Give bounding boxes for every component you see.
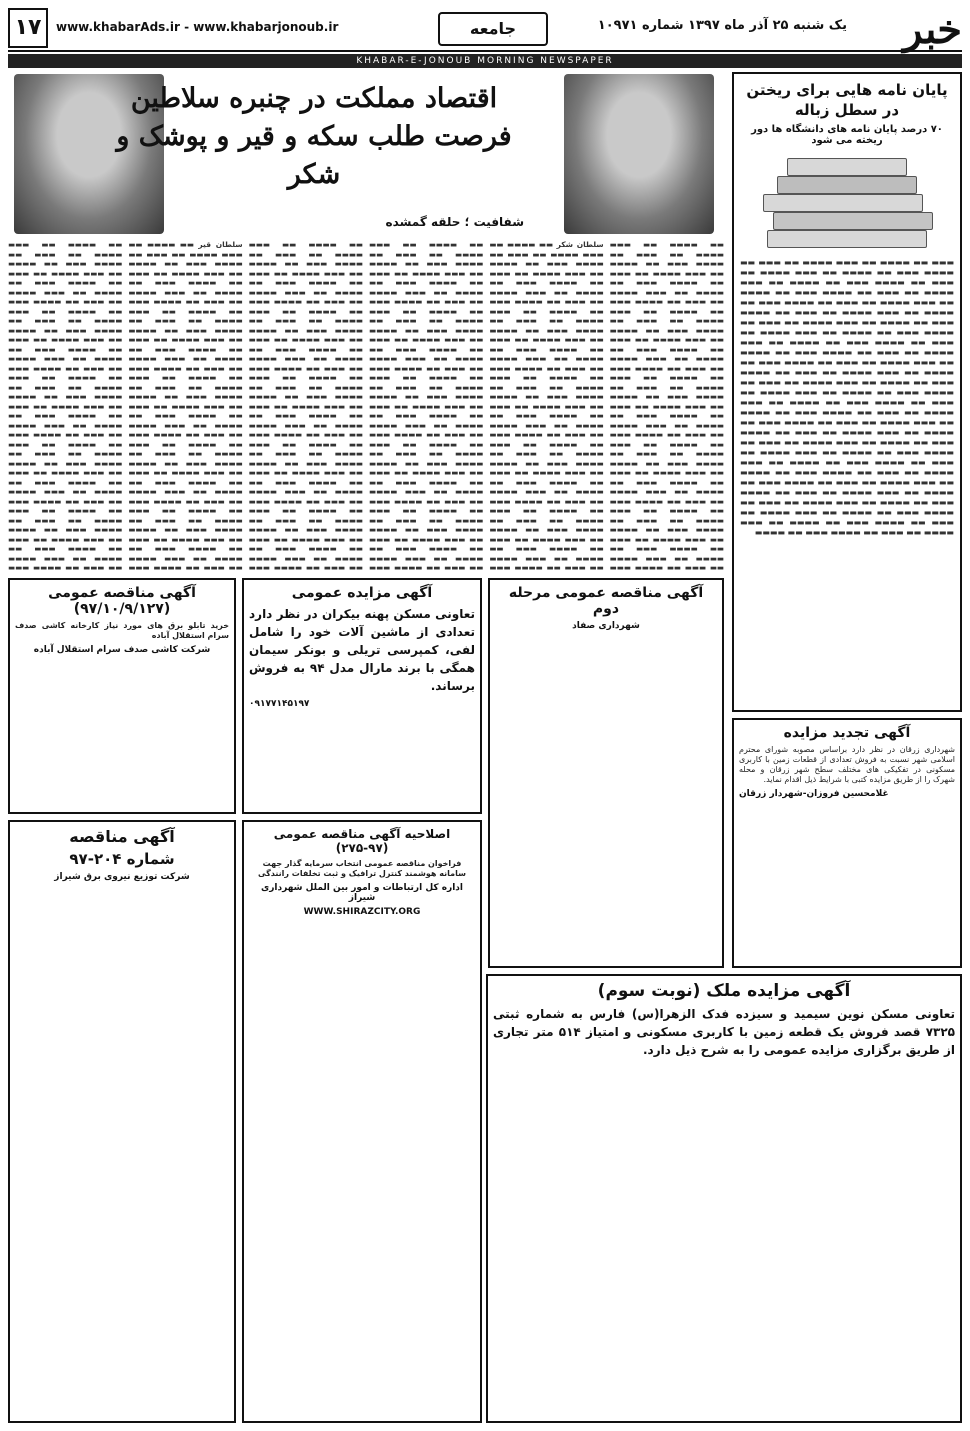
portrait-photo-right (564, 74, 714, 234)
ad-number: شماره ۲۰۴-۹۷ (69, 850, 175, 868)
main-subhead: شفافیت ؛ حلقه گمشده (385, 215, 524, 229)
main-story-body (8, 240, 724, 570)
body-column: سلطان شکر ▬▬ ▬▬▬▬ ▬▬ ▬▬▬ ▬▬▬▬ ▬▬ ▬▬▬ ▬▬ ▬▬▬▬ ▬▬▬ ▬▬ ▬▬▬▬ ▬▬ ▬▬▬ ▬▬▬▬ ▬▬ ▬▬▬ ▬▬ ▬▬▬▬ ▬▬▬ ▬▬ ▬▬▬▬ ▬▬ ▬▬▬ ▬▬▬▬ ▬▬ ▬▬▬ ▬▬ ▬▬▬▬ ▬▬▬ ▬▬ ▬▬▬▬ ▬▬ ▬▬▬ ▬▬▬▬ ▬▬ ▬▬▬ ▬▬ ▬▬▬▬ ▬▬▬ ▬▬ ▬▬▬▬ ▬▬ ▬▬▬ ▬▬▬▬ ▬▬ ▬▬▬ ▬▬ ▬▬▬▬ ▬▬▬ ▬▬ ▬▬▬▬ ▬▬ ▬▬▬ ▬▬▬▬ ▬▬ ▬▬▬ ▬▬ ▬▬▬▬ ▬▬▬ ▬▬ ▬▬▬▬ ▬▬ ▬▬▬ ▬▬▬▬ ▬▬ ▬▬▬ ▬▬ ▬▬▬▬ ▬▬▬ ▬▬ ▬▬▬▬ ▬▬ ▬▬▬ ▬▬▬▬ ▬▬ ▬▬▬ ▬▬ ▬▬▬▬ ▬▬▬ ▬▬ ▬▬▬▬ ▬▬ ▬▬▬ ▬▬▬▬ ▬▬ ▬▬▬ ▬▬ ▬▬▬▬ ▬▬▬ ▬▬ ▬▬▬▬ ▬▬ ▬▬▬ ▬▬▬▬ ▬▬ ▬▬▬ ▬▬ ▬▬▬▬ ▬▬▬ ▬▬ ▬▬▬▬ ▬▬ ▬▬▬ ▬▬▬▬ ▬▬ ▬▬▬ ▬▬ ▬▬▬▬ ▬▬▬ ▬▬ ▬▬▬▬ ▬▬ ▬▬▬ ▬▬▬▬ ▬▬ ▬▬▬ ▬▬ ▬▬▬▬ ▬▬▬ ▬▬ ▬▬▬▬ ▬▬ ▬▬▬ ▬▬▬▬ ▬▬ ▬▬▬ ▬▬ ▬▬▬▬ ▬▬▬ ▬▬ ▬▬▬▬ ▬▬ ▬▬▬ ▬▬▬▬ ▬▬ ▬▬▬ ▬▬ ▬▬▬▬ ▬▬▬ ▬▬ ▬▬▬▬ ▬▬ ▬▬▬ ▬▬▬▬ ▬▬ ▬▬▬ ▬▬ ▬▬▬▬ ▬▬▬ (489, 240, 604, 570)
ad-signature: شرکت کاشی صدف سرام استقلال آباده (33, 645, 211, 655)
english-banner: KHABAR-E-JONOUB MORNING NEWSPAPER (8, 54, 962, 68)
section-label: جامعه (438, 12, 548, 46)
ad-signature: شرکت توزیع نیروی برق شیراز (54, 872, 190, 882)
page-number: ۱۷ (8, 8, 48, 48)
ad-property-auction (486, 974, 962, 1423)
ad-signature: اداره کل ارتباطات و امور بین الملل شهرداری شیراز (260, 883, 464, 903)
ad-title: آگهی مناقصه (69, 827, 175, 846)
lead-subtitle: ۷۰ درصد پایان نامه های دانشگاه ها دور ریخته می شود (751, 124, 943, 146)
ad-power-tender (8, 820, 236, 1423)
ad-title: آگهی مناقصه عمومی مرحله دوم (508, 585, 704, 617)
ad-tender-abadeh (8, 578, 236, 814)
ad-text: تعاونی مسکن پهنه بیکران در نظر دارد تعدادی از ماشین آلات خود را شامل لفی، کمپرسی تریلی و بونکر سیمان همگی با برند مارال مدل ۹۴ به فروش برساند. (249, 607, 475, 693)
main-story-header (8, 72, 724, 237)
ad-text: شهرداری زرقان در نظر دارد براساس مصوبه شورای محترم اسلامی شهر نسبت به فروش تعدادی از قطعات زمین با کاربری مسکونی در تفکیکی های مختلف سطح شهر زرقان و محله شهرک را از طریق مزایده کتبی با شرایط ذیل اقدام نماید. (739, 745, 955, 784)
ad-signature: غلامحسین فروزان-شهردار زرقان (739, 789, 889, 799)
books-image (747, 152, 947, 252)
lead-article (732, 72, 962, 712)
body-column: ▬▬ ▬▬▬▬ ▬▬ ▬▬▬ ▬▬▬▬ ▬▬ ▬▬▬ ▬▬ ▬▬▬▬ ▬▬▬ ▬▬ ▬▬▬▬ ▬▬ ▬▬▬ ▬▬▬▬ ▬▬ ▬▬▬ ▬▬ ▬▬▬▬ ▬▬▬ ▬▬ ▬▬▬▬ ▬▬ ▬▬▬ ▬▬▬▬ ▬▬ ▬▬▬ ▬▬ ▬▬▬▬ ▬▬▬ ▬▬ ▬▬▬▬ ▬▬ ▬▬▬ ▬▬▬▬ ▬▬ ▬▬▬ ▬▬ ▬▬▬▬ ▬▬▬ ▬▬ ▬▬▬▬ ▬▬ ▬▬▬ ▬▬▬▬ ▬▬ ▬▬▬ ▬▬ ▬▬▬▬ ▬▬▬ ▬▬ ▬▬▬▬ ▬▬ ▬▬▬ ▬▬▬▬ ▬▬ ▬▬▬ ▬▬ ▬▬▬▬ ▬▬▬ ▬▬ ▬▬▬▬ ▬▬ ▬▬▬ ▬▬▬▬ ▬▬ ▬▬▬ ▬▬ ▬▬▬▬ ▬▬▬ ▬▬ ▬▬▬▬ ▬▬ ▬▬▬ ▬▬▬▬ ▬▬ ▬▬▬ ▬▬ ▬▬▬▬ ▬▬▬ ▬▬ ▬▬▬▬ ▬▬ ▬▬▬ ▬▬▬▬ ▬▬ ▬▬▬ ▬▬ ▬▬▬▬ ▬▬▬ ▬▬ ▬▬▬▬ ▬▬ ▬▬▬ ▬▬▬▬ ▬▬ ▬▬▬ ▬▬ ▬▬▬▬ ▬▬▬ ▬▬ ▬▬▬▬ ▬▬ ▬▬▬ ▬▬▬▬ ▬▬ ▬▬▬ ▬▬ ▬▬▬▬ ▬▬▬ ▬▬ ▬▬▬▬ ▬▬ ▬▬▬ ▬▬▬▬ ▬▬ ▬▬▬ ▬▬ ▬▬▬▬ ▬▬▬ ▬▬ ▬▬▬▬ ▬▬ ▬▬▬ ▬▬▬▬ ▬▬ ▬▬▬ ▬▬ ▬▬▬▬ ▬▬▬ ▬▬ ▬▬▬▬ ▬▬ ▬▬▬ ▬▬▬▬ ▬▬ ▬▬▬ ▬▬ ▬▬▬▬ ▬▬▬ ▬▬ ▬▬▬▬ ▬▬ ▬▬▬ ▬▬▬▬ ▬▬ ▬▬▬ ▬▬ ▬▬▬▬ ▬▬▬ (609, 240, 724, 570)
crosshead: سلطان شکر (556, 240, 604, 249)
main-headline: اقتصاد مملکت در چنبره سلاطین فرصت طلب سکه و قیر و پوشک و شکر (116, 83, 512, 190)
crosshead: سلطان قیر (198, 240, 243, 249)
ad-text: فراخوان مناقصه عمومی انتخاب سرمایه گذار جهت سامانه هوشمند کنترل ترافیک و ثبت تخلفات رانندگی (258, 859, 466, 878)
ad-phone: ۰۹۱۷۷۱۴۵۱۹۷ (249, 699, 310, 709)
ad-title: آگهی تجدید مزایده (783, 725, 911, 741)
body-column: ▬▬ ▬▬▬▬ ▬▬ ▬▬▬ ▬▬▬▬ ▬▬ ▬▬▬ ▬▬ ▬▬▬▬ ▬▬▬ ▬▬ ▬▬▬▬ ▬▬ ▬▬▬ ▬▬▬▬ ▬▬ ▬▬▬ ▬▬ ▬▬▬▬ ▬▬▬ ▬▬ ▬▬▬▬ ▬▬ ▬▬▬ ▬▬▬▬ ▬▬ ▬▬▬ ▬▬ ▬▬▬▬ ▬▬▬ ▬▬ ▬▬▬▬ ▬▬ ▬▬▬ ▬▬▬▬ ▬▬ ▬▬▬ ▬▬ ▬▬▬▬ ▬▬▬ ▬▬ ▬▬▬▬ ▬▬ ▬▬▬ ▬▬▬▬ ▬▬ ▬▬▬ ▬▬ ▬▬▬▬ ▬▬▬ ▬▬ ▬▬▬▬ ▬▬ ▬▬▬ ▬▬▬▬ ▬▬ ▬▬▬ ▬▬ ▬▬▬▬ ▬▬▬ ▬▬ ▬▬▬▬ ▬▬ ▬▬▬ ▬▬▬▬ ▬▬ ▬▬▬ ▬▬ ▬▬▬▬ ▬▬▬ ▬▬ ▬▬▬▬ ▬▬ ▬▬▬ ▬▬▬▬ ▬▬ ▬▬▬ ▬▬ ▬▬▬▬ ▬▬▬ ▬▬ ▬▬▬▬ ▬▬ ▬▬▬ ▬▬▬▬ ▬▬ ▬▬▬ ▬▬ ▬▬▬▬ ▬▬▬ ▬▬ ▬▬▬▬ ▬▬ ▬▬▬ ▬▬▬▬ ▬▬ ▬▬▬ ▬▬ ▬▬▬▬ ▬▬▬ ▬▬ ▬▬▬▬ ▬▬ ▬▬▬ ▬▬▬▬ ▬▬ ▬▬▬ ▬▬ ▬▬▬▬ ▬▬▬ ▬▬ ▬▬▬▬ ▬▬ ▬▬▬ ▬▬▬▬ ▬▬ ▬▬▬ ▬▬ ▬▬▬▬ ▬▬▬ ▬▬ ▬▬▬▬ ▬▬ ▬▬▬ ▬▬▬▬ ▬▬ ▬▬▬ ▬▬ ▬▬▬▬ ▬▬▬ ▬▬ ▬▬▬▬ ▬▬ ▬▬▬ ▬▬▬▬ ▬▬ ▬▬▬ ▬▬ ▬▬▬▬ ▬▬▬ ▬▬ ▬▬▬▬ ▬▬ ▬▬▬ ▬▬▬▬ ▬▬ ▬▬▬ ▬▬ ▬▬▬▬ ▬▬▬ (369, 240, 484, 570)
ad-tender-second (488, 578, 724, 968)
ad-renewal-auction (732, 718, 962, 968)
masthead (8, 8, 962, 52)
body-column: ▬▬ ▬▬▬▬ ▬▬ ▬▬▬ ▬▬▬▬ ▬▬ ▬▬▬ ▬▬ ▬▬▬▬ ▬▬▬ ▬▬ ▬▬▬▬ ▬▬ ▬▬▬ ▬▬▬▬ ▬▬ ▬▬▬ ▬▬ ▬▬▬▬ ▬▬▬ ▬▬ ▬▬▬▬ ▬▬ ▬▬▬ ▬▬▬▬ ▬▬ ▬▬▬ ▬▬ ▬▬▬▬ ▬▬▬ ▬▬ ▬▬▬▬ ▬▬ ▬▬▬ ▬▬▬▬ ▬▬ ▬▬▬ ▬▬ ▬▬▬▬ ▬▬▬ ▬▬ ▬▬▬▬ ▬▬ ▬▬▬ ▬▬▬▬ ▬▬ ▬▬▬ ▬▬ ▬▬▬▬ ▬▬▬ ▬▬ ▬▬▬▬ ▬▬ ▬▬▬ ▬▬▬▬ ▬▬ ▬▬▬ ▬▬ ▬▬▬▬ ▬▬▬ ▬▬ ▬▬▬▬ ▬▬ ▬▬▬ ▬▬▬▬ ▬▬ ▬▬▬ ▬▬ ▬▬▬▬ ▬▬▬ ▬▬ ▬▬▬▬ ▬▬ ▬▬▬ ▬▬▬▬ ▬▬ ▬▬▬ ▬▬ ▬▬▬▬ ▬▬▬ ▬▬ ▬▬▬▬ ▬▬ ▬▬▬ ▬▬▬▬ ▬▬ ▬▬▬ ▬▬ ▬▬▬▬ ▬▬▬ ▬▬ ▬▬▬▬ ▬▬ ▬▬▬ ▬▬▬▬ ▬▬ ▬▬▬ ▬▬ ▬▬▬▬ ▬▬▬ ▬▬ ▬▬▬▬ ▬▬ ▬▬▬ ▬▬▬▬ ▬▬ ▬▬▬ ▬▬ ▬▬▬▬ ▬▬▬ ▬▬ ▬▬▬▬ ▬▬ ▬▬▬ ▬▬▬▬ ▬▬ ▬▬▬ ▬▬ ▬▬▬▬ ▬▬▬ ▬▬ ▬▬▬▬ ▬▬ ▬▬▬ ▬▬▬▬ ▬▬ ▬▬▬ ▬▬ ▬▬▬▬ ▬▬▬ ▬▬ ▬▬▬▬ ▬▬ ▬▬▬ ▬▬▬▬ ▬▬ ▬▬▬ ▬▬ ▬▬▬▬ ▬▬▬ ▬▬ ▬▬▬▬ ▬▬ ▬▬▬ ▬▬▬▬ ▬▬ ▬▬▬ ▬▬ ▬▬▬▬ ▬▬▬ (8, 240, 123, 570)
ad-website: WWW.SHIRAZCITY.ORG (303, 907, 421, 917)
body-column: ▬▬ ▬▬▬▬ ▬▬ ▬▬▬ ▬▬▬▬ ▬▬ ▬▬▬ ▬▬ ▬▬▬▬ ▬▬▬ ▬▬ ▬▬▬▬ ▬▬ ▬▬▬ ▬▬▬▬ ▬▬ ▬▬▬ ▬▬ ▬▬▬▬ ▬▬▬ ▬▬ ▬▬▬▬ ▬▬ ▬▬▬ ▬▬▬▬ ▬▬ ▬▬▬ ▬▬ ▬▬▬▬ ▬▬▬ ▬▬ ▬▬▬▬ ▬▬ ▬▬▬ ▬▬▬▬ ▬▬ ▬▬▬ ▬▬ ▬▬▬▬ ▬▬▬ ▬▬ ▬▬▬▬ ▬▬ ▬▬▬ ▬▬▬▬ ▬▬ ▬▬▬ ▬▬ ▬▬▬▬ ▬▬▬ ▬▬ ▬▬▬▬ ▬▬ ▬▬▬ ▬▬▬▬ ▬▬ ▬▬▬ ▬▬ ▬▬▬▬ ▬▬▬ ▬▬ ▬▬▬▬ ▬▬ ▬▬▬ ▬▬▬▬ ▬▬ ▬▬▬ ▬▬ ▬▬▬▬ ▬▬▬ ▬▬ ▬▬▬▬ ▬▬ ▬▬▬ ▬▬▬▬ ▬▬ ▬▬▬ ▬▬ ▬▬▬▬ ▬▬▬ ▬▬ ▬▬▬▬ ▬▬ ▬▬▬ ▬▬▬▬ ▬▬ ▬▬▬ ▬▬ ▬▬▬▬ ▬▬▬ ▬▬ ▬▬▬▬ ▬▬ ▬▬▬ ▬▬▬▬ ▬▬ ▬▬▬ ▬▬ ▬▬▬▬ ▬▬▬ ▬▬ ▬▬▬▬ ▬▬ ▬▬▬ ▬▬▬▬ ▬▬ ▬▬▬ ▬▬ ▬▬▬▬ ▬▬▬ ▬▬ ▬▬▬▬ ▬▬ ▬▬▬ ▬▬▬▬ ▬▬ ▬▬▬ ▬▬ ▬▬▬▬ ▬▬▬ ▬▬ ▬▬▬▬ ▬▬ ▬▬▬ ▬▬▬▬ ▬▬ ▬▬▬ ▬▬ ▬▬▬▬ ▬▬▬ ▬▬ ▬▬▬▬ ▬▬ ▬▬▬ ▬▬▬▬ ▬▬ ▬▬▬ ▬▬ ▬▬▬▬ ▬▬▬ ▬▬ ▬▬▬▬ ▬▬ ▬▬▬ ▬▬▬▬ ▬▬ ▬▬▬ ▬▬ ▬▬▬▬ ▬▬▬ (248, 240, 363, 570)
ad-title: اصلاحیه آگهی مناقصه عمومی (۹۷-۲۷۵) (273, 827, 451, 855)
ad-title: آگهی مزایده ملک (نوبت سوم) (597, 981, 851, 1001)
ad-title: آگهی مزایده عمومی (291, 585, 433, 601)
websites: www.khabarAds.ir - www.khabarjonoub.ir (56, 20, 339, 34)
ad-text: خرید تابلو برق های مورد نیاز کارخانه کاشی صدف سرام استقلال آباده (15, 621, 229, 640)
ad-text: تعاونی مسکن نوین سیمید و سیزده فدک الزهرا(س) فارس به شماره ثبتی ۷۳۲۵ قصد فروش یک قطعه زمین با کاربری مسکونی و امتیاز ۵۱۴ متر تجاری از طریق برگزاری مزایده عمومی را به شرح ذیل دارد. (493, 1007, 955, 1057)
ad-general-auction (242, 578, 482, 814)
lead-title: پایان نامه هایی برای ریختن در سطل زباله (746, 81, 948, 119)
lead-body: ▬▬▬ ▬▬ ▬▬▬▬ ▬▬ ▬▬▬ ▬▬▬▬ ▬▬ ▬▬▬ ▬▬ ▬▬▬▬ ▬▬▬ ▬▬ ▬▬▬▬ ▬▬ ▬▬▬ ▬▬▬▬ ▬▬ ▬▬▬ ▬▬ ▬▬▬▬ ▬▬▬ ▬▬ ▬▬▬▬ ▬▬ ▬▬▬ ▬▬▬▬ ▬▬ ▬▬▬ ▬▬ ▬▬▬▬ ▬▬▬ ▬▬ ▬▬▬▬ ▬▬ ▬▬▬ ▬▬▬▬ ▬▬ ▬▬▬ ▬▬ ▬▬▬▬ ▬▬▬ ▬▬ ▬▬▬▬ ▬▬ ▬▬▬ ▬▬▬▬ ▬▬ ▬▬▬ ▬▬ ▬▬▬▬ ▬▬▬ ▬▬ ▬▬▬▬ ▬▬ ▬▬▬ ▬▬▬▬ ▬▬ ▬▬▬ ▬▬ ▬▬▬▬ ▬▬▬ ▬▬ ▬▬▬▬ ▬▬ ▬▬▬ ▬▬▬▬ ▬▬ ▬▬▬ ▬▬ ▬▬▬▬ ▬▬▬ ▬▬ ▬▬▬▬ ▬▬ ▬▬▬ ▬▬▬▬ ▬▬ ▬▬▬ ▬▬ ▬▬▬▬ ▬▬▬ ▬▬ ▬▬▬▬ ▬▬ ▬▬▬ ▬▬▬▬ ▬▬ ▬▬▬ ▬▬ ▬▬▬▬ ▬▬▬ ▬▬ ▬▬▬▬ ▬▬ ▬▬▬ ▬▬▬▬ ▬▬ ▬▬▬ ▬▬ ▬▬▬▬ ▬▬▬ ▬▬ ▬▬▬▬ ▬▬ ▬▬▬ ▬▬▬▬ ▬▬ ▬▬▬ ▬▬ ▬▬▬▬ ▬▬▬ ▬▬ ▬▬▬▬ ▬▬ ▬▬▬ ▬▬▬▬ ▬▬ ▬▬▬ ▬▬ ▬▬▬▬ ▬▬▬ ▬▬ ▬▬▬▬ ▬▬ ▬▬▬ ▬▬▬▬ ▬▬ ▬▬▬ ▬▬ ▬▬▬▬ ▬▬▬ ▬▬ ▬▬▬▬ ▬▬ ▬▬▬ ▬▬▬▬ ▬▬ ▬▬▬ ▬▬ ▬▬▬▬ ▬▬▬ ▬▬ ▬▬▬▬ ▬▬ ▬▬▬ ▬▬▬▬ ▬▬ ▬▬▬ ▬▬ ▬▬▬▬ ▬▬▬ ▬▬ ▬▬▬▬ ▬▬ ▬▬▬ ▬▬▬▬ ▬▬ ▬▬▬ ▬▬ ▬▬▬▬ ▬▬▬ ▬▬ ▬▬▬▬ ▬▬ ▬▬▬ ▬▬▬▬ ▬▬ ▬▬▬ ▬▬ ▬▬▬▬ ▬▬▬ ▬▬ ▬▬▬▬ ▬▬ ▬▬▬ ▬▬▬▬ ▬▬ ▬▬▬ ▬▬ ▬▬▬▬ ▬▬▬ ▬▬ ▬▬▬▬ ▬▬ ▬▬▬ ▬▬▬▬ ▬▬ ▬▬▬ ▬▬ ▬▬▬▬ ▬▬▬ ▬▬ ▬▬▬▬ ▬▬ ▬▬▬ ▬▬▬▬ ▬▬ ▬▬▬ ▬▬ ▬▬▬▬ ▬▬▬ ▬▬ ▬▬▬▬ ▬▬ ▬▬▬ ▬▬▬▬ ▬▬ ▬▬▬ ▬▬ ▬▬▬▬ ▬▬▬ ▬▬ ▬▬▬▬ ▬▬ ▬▬▬ ▬▬▬▬ ▬▬ ▬▬▬ ▬▬ ▬▬▬▬ ▬▬▬ ▬▬ ▬▬▬▬ ▬▬ ▬▬▬ ▬▬▬▬ ▬▬ ▬▬▬ ▬▬ ▬▬▬▬ ▬▬▬ ▬▬ ▬▬▬▬ (740, 258, 954, 537)
newspaper-logo: خبر (903, 6, 962, 53)
ad-correction-tender (242, 820, 482, 1423)
body-column: سلطان قیر ▬▬ ▬▬▬▬ ▬▬ ▬▬▬ ▬▬▬▬ ▬▬ ▬▬▬ ▬▬ ▬▬▬▬ ▬▬▬ ▬▬ ▬▬▬▬ ▬▬ ▬▬▬ ▬▬▬▬ ▬▬ ▬▬▬ ▬▬ ▬▬▬▬ ▬▬▬ ▬▬ ▬▬▬▬ ▬▬ ▬▬▬ ▬▬▬▬ ▬▬ ▬▬▬ ▬▬ ▬▬▬▬ ▬▬▬ ▬▬ ▬▬▬▬ ▬▬ ▬▬▬ ▬▬▬▬ ▬▬ ▬▬▬ ▬▬ ▬▬▬▬ ▬▬▬ ▬▬ ▬▬▬▬ ▬▬ ▬▬▬ ▬▬▬▬ ▬▬ ▬▬▬ ▬▬ ▬▬▬▬ ▬▬▬ ▬▬ ▬▬▬▬ ▬▬ ▬▬▬ ▬▬▬▬ ▬▬ ▬▬▬ ▬▬ ▬▬▬▬ ▬▬▬ ▬▬ ▬▬▬▬ ▬▬ ▬▬▬ ▬▬▬▬ ▬▬ ▬▬▬ ▬▬ ▬▬▬▬ ▬▬▬ ▬▬ ▬▬▬▬ ▬▬ ▬▬▬ ▬▬▬▬ ▬▬ ▬▬▬ ▬▬ ▬▬▬▬ ▬▬▬ ▬▬ ▬▬▬▬ ▬▬ ▬▬▬ ▬▬▬▬ ▬▬ ▬▬▬ ▬▬ ▬▬▬▬ ▬▬▬ ▬▬ ▬▬▬▬ ▬▬ ▬▬▬ ▬▬▬▬ ▬▬ ▬▬▬ ▬▬ ▬▬▬▬ ▬▬▬ ▬▬ ▬▬▬▬ ▬▬ ▬▬▬ ▬▬▬▬ ▬▬ ▬▬▬ ▬▬ ▬▬▬▬ ▬▬▬ ▬▬ ▬▬▬▬ ▬▬ ▬▬▬ ▬▬▬▬ ▬▬ ▬▬▬ ▬▬ ▬▬▬▬ ▬▬▬ ▬▬ ▬▬▬▬ ▬▬ ▬▬▬ ▬▬▬▬ ▬▬ ▬▬▬ ▬▬ ▬▬▬▬ ▬▬▬ ▬▬ ▬▬▬▬ ▬▬ ▬▬▬ ▬▬▬▬ ▬▬ ▬▬▬ ▬▬ ▬▬▬▬ ▬▬▬ ▬▬ ▬▬▬▬ ▬▬ ▬▬▬ ▬▬▬▬ ▬▬ ▬▬▬ ▬▬ ▬▬▬▬ ▬▬▬ (128, 240, 243, 570)
issue-line: یک شنبه ۲۵ آذر ماه ۱۳۹۷ شماره ۱۰۹۷۱ (597, 18, 847, 33)
ad-title: آگهی مناقصه عمومی (۹۷/۱۰/۹/۱۲۷) (48, 585, 196, 617)
ad-signature: شهرداری صفاد (572, 621, 640, 631)
